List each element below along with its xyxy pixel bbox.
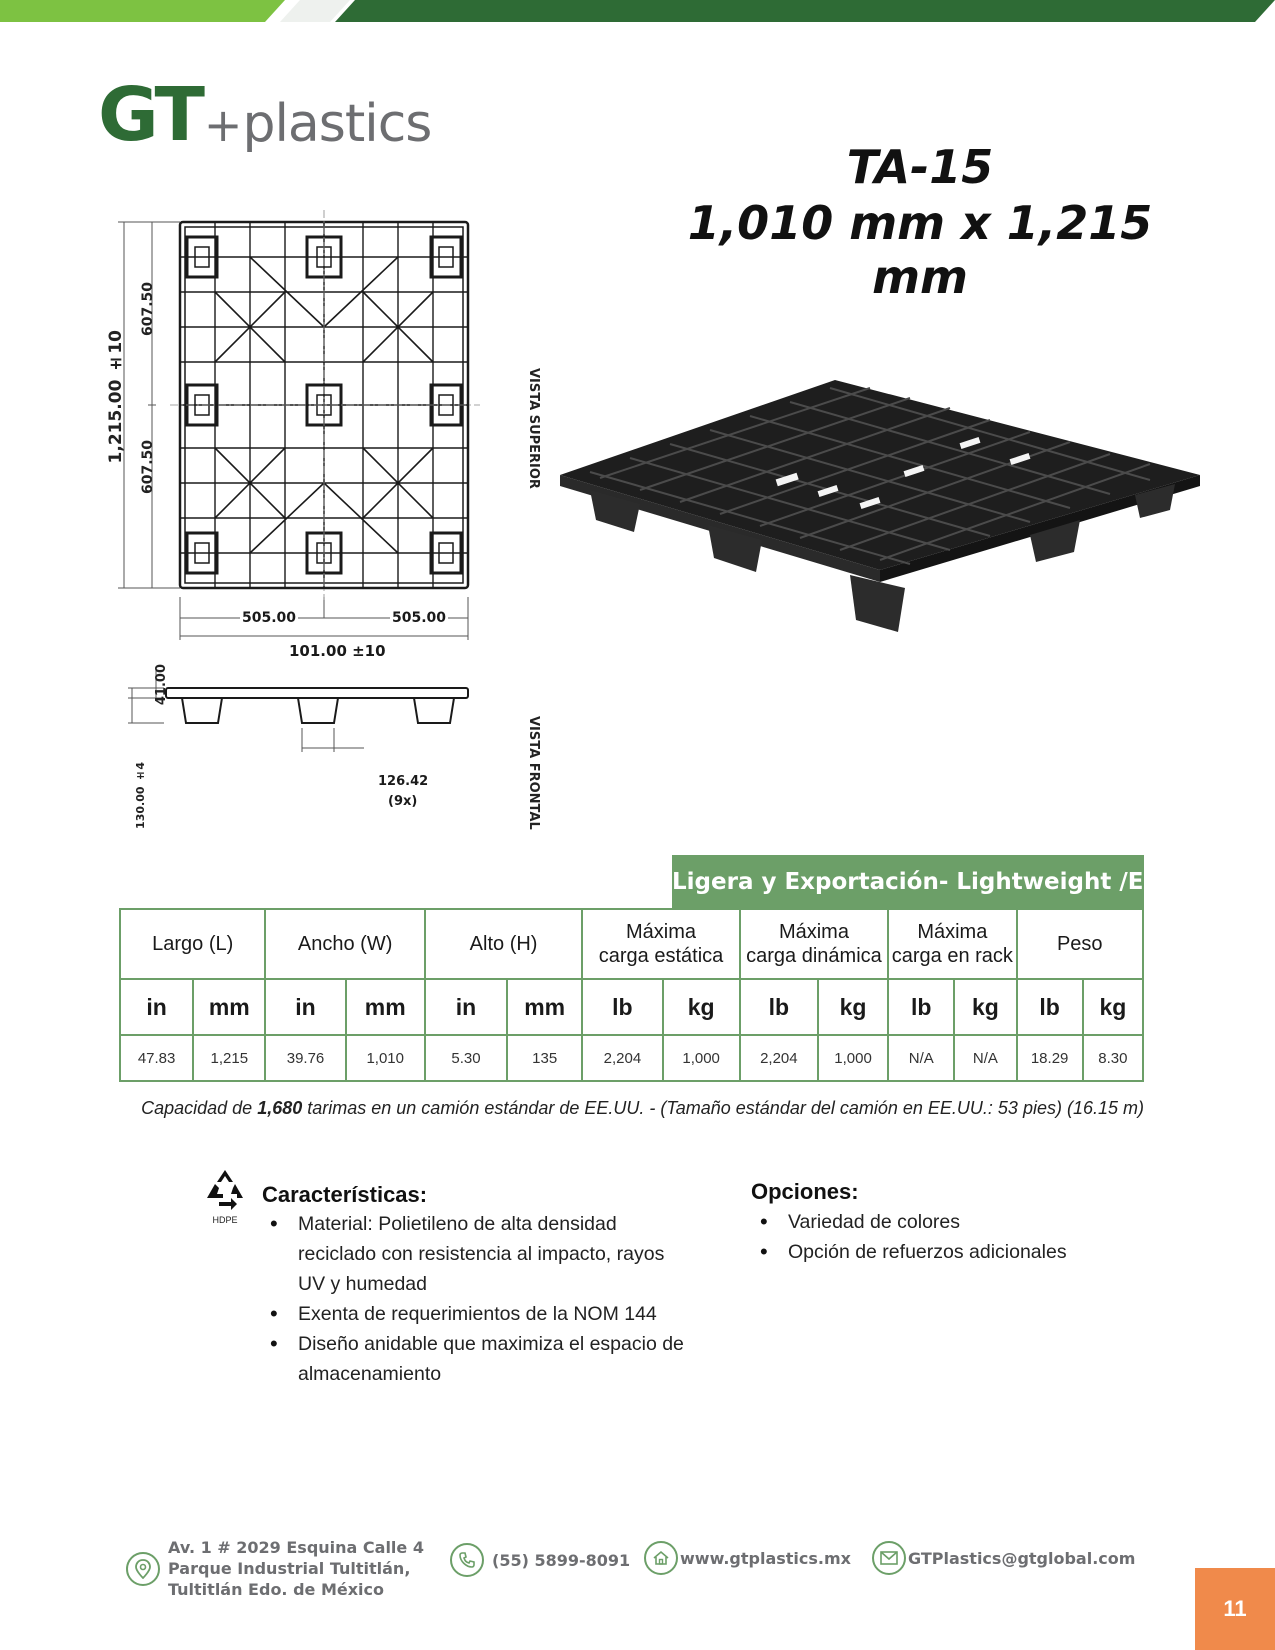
unit-cell: lb (888, 979, 954, 1035)
unit-cell: mm (346, 979, 425, 1035)
footer-phone[interactable] (450, 1543, 630, 1577)
unit-cell: mm (507, 979, 582, 1035)
unit-cell: lb (740, 979, 818, 1035)
email-link[interactable]: GTPlastics@gtglobal.com (908, 1548, 1136, 1568)
footer-email[interactable] (872, 1541, 1135, 1575)
unit-cell: lb (582, 979, 662, 1035)
dim-width-total: 101.00 ±10 (286, 642, 389, 660)
unit-cell: in (425, 979, 507, 1035)
product-dimensions: 1,010 mm x 1,215 mm (687, 196, 1153, 304)
email-icon (872, 1541, 906, 1575)
unit-cell: kg (663, 979, 740, 1035)
list-item: • Diseño anidable que maximiza el espacio de almacenamiento (270, 1329, 690, 1389)
value-cell: 1,010 (346, 1035, 425, 1081)
pallet-product-image (560, 380, 1210, 650)
front-view-pallet (166, 688, 468, 723)
features-list (270, 1209, 690, 1389)
address-line: Parque Industrial Tultitlán, (168, 1559, 411, 1578)
address-block (168, 1537, 424, 1600)
value-cell: 2,204 (582, 1035, 662, 1081)
top-view-label: VISTA SUPERIOR (526, 368, 541, 489)
header-alto: Alto (H) (425, 909, 582, 979)
options-title: Opciones: (751, 1179, 859, 1204)
capacity-number: 1,680 (257, 1098, 303, 1118)
capacity-note: Capacidad de 1,680 tarimas en un camión estándar de EE.UU. - (Tamaño estándar del camión en EE.UU.: 53 pies) (16.15 m) (141, 1098, 1144, 1118)
company-logo (98, 72, 432, 158)
specifications-table (119, 908, 1144, 1082)
list-item: • Variedad de colores (760, 1207, 1160, 1237)
dim-deck: 41.00 (154, 664, 169, 706)
footer-address (126, 1537, 424, 1600)
unit-cell: lb (1017, 979, 1083, 1035)
phone-number[interactable]: (55) 5899-8091 (492, 1550, 631, 1570)
value-cell: 1,215 (193, 1035, 265, 1081)
location-pin-icon (126, 1552, 160, 1586)
value-cell: 2,204 (740, 1035, 818, 1081)
dim-length-half-b: 607.50 (140, 440, 156, 495)
header-peso: Peso (1017, 909, 1143, 979)
logo-plus: + (203, 98, 243, 152)
dim-width-half-b: 505.00 (392, 610, 447, 626)
value-cell: N/A (888, 1035, 954, 1081)
dim-length-half-a: 607.50 (140, 282, 156, 337)
recycle-hdpe-badge (200, 1168, 250, 1225)
logo-gt: GT (98, 72, 202, 158)
dim-width-half-a: 505.00 (242, 610, 297, 626)
dim-foot-count: (9x) (388, 794, 418, 809)
value-cell: 1,000 (818, 1035, 888, 1081)
page-number: 11 (1195, 1568, 1275, 1650)
product-model: TA-15 (846, 140, 994, 194)
value-cell: 1,000 (663, 1035, 740, 1081)
unit-cell: in (265, 979, 345, 1035)
category-badge: Ligera y Exportación- Lightweight /Export (672, 855, 1144, 909)
list-item: • Exenta de requerimientos de la NOM 144 (270, 1299, 690, 1329)
list-item: • Material: Polietileno de alta densidad reciclado con resistencia al impacto, rayos UV y humedad (270, 1209, 690, 1299)
table-units-row (120, 979, 1143, 1035)
value-cell: 39.76 (265, 1035, 345, 1081)
home-icon (644, 1541, 678, 1575)
phone-icon (450, 1543, 484, 1577)
value-cell: 18.29 (1017, 1035, 1083, 1081)
value-cell: 135 (507, 1035, 582, 1081)
header-carga-dinamica: Máxima carga dinámica (740, 909, 888, 979)
features-title: Características: (262, 1182, 428, 1207)
recycle-label: HDPE (212, 1215, 238, 1225)
table-values-row (120, 1035, 1143, 1081)
address-line: Tultitlán Edo. de México (168, 1580, 385, 1599)
dim-foot: 126.42 (378, 774, 429, 789)
address-line: Av. 1 # 2029 Esquina Calle 4 (168, 1538, 424, 1557)
unit-cell: kg (1083, 979, 1143, 1035)
unit-cell: in (120, 979, 193, 1035)
list-item: • Opción de refuerzos adicionales (760, 1237, 1160, 1267)
options-list (760, 1207, 1160, 1267)
footer-website[interactable] (644, 1541, 851, 1575)
unit-cell: kg (818, 979, 888, 1035)
website-link[interactable]: www.gtplastics.mx (680, 1548, 851, 1568)
dim-length-total: 1,215.00 ±10 (106, 330, 126, 464)
unit-cell: kg (954, 979, 1016, 1035)
unit-cell: mm (193, 979, 265, 1035)
recycle-icon (202, 1168, 248, 1210)
value-cell: 8.30 (1083, 1035, 1143, 1081)
header-carga-estatica: Máxima carga estática (582, 909, 739, 979)
technical-drawing (100, 200, 540, 840)
logo-word: plastics (242, 94, 432, 154)
value-cell: N/A (954, 1035, 1016, 1081)
front-view-label: VISTA FRONTAL (526, 716, 541, 830)
header-largo: Largo (L) (120, 909, 265, 979)
header-carga-rack: Máxima carga en rack (888, 909, 1016, 979)
value-cell: 47.83 (120, 1035, 193, 1081)
header-ancho: Ancho (W) (265, 909, 424, 979)
dim-height: 130.00 ±4 (134, 762, 147, 829)
top-decorative-bar (0, 0, 1275, 22)
value-cell: 5.30 (425, 1035, 507, 1081)
table-header-row (120, 909, 1143, 979)
